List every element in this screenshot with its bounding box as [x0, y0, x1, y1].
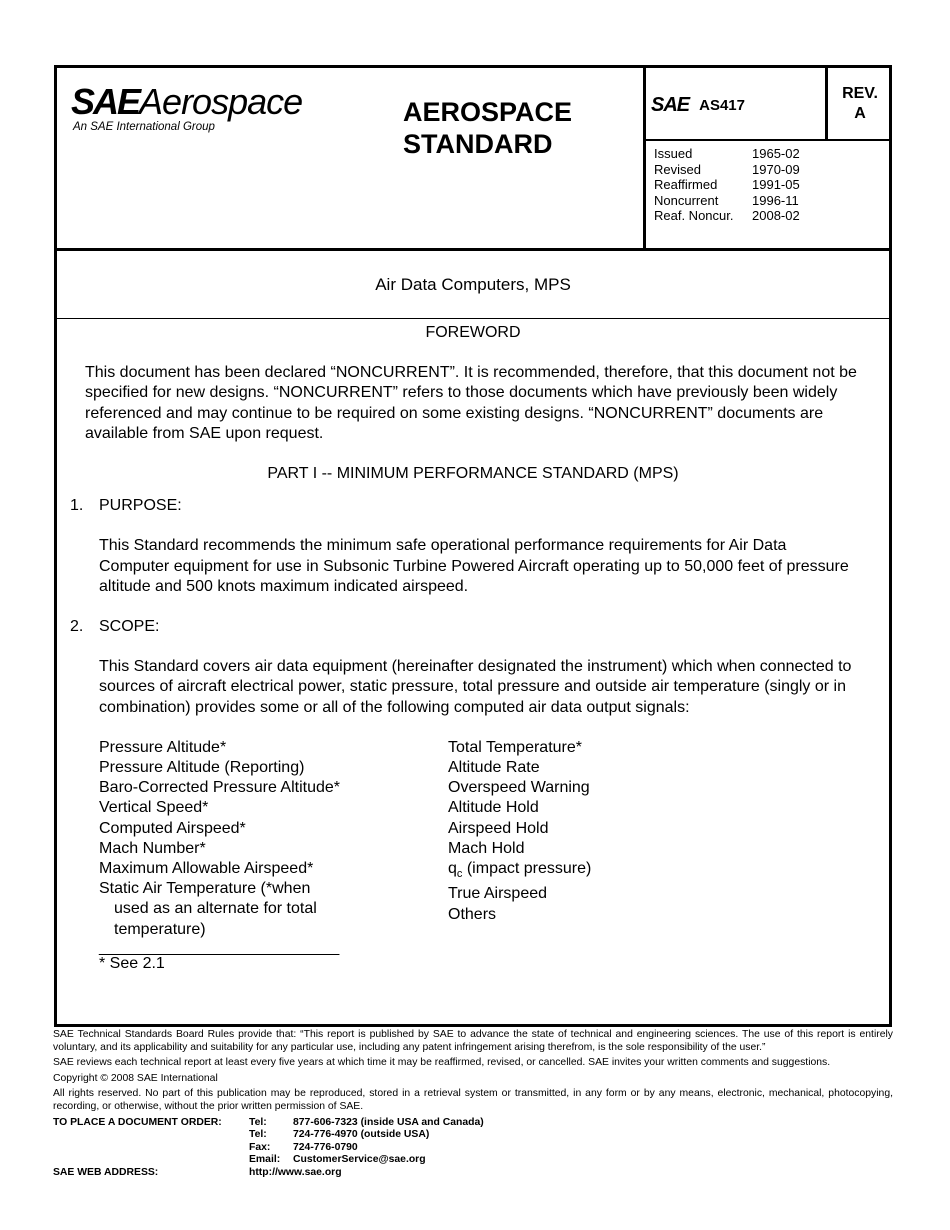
logo-sae: SAE	[71, 81, 140, 122]
section-text: This Standard recommends the minimum safe operational performance requirements for Air Data Computer equipment for use in Subsonic Turbine Powered Aircraft operating up to 50,000 feet of pressure altitude and 500 knots maximum indicated airspeed.	[99, 537, 849, 595]
footnote: * See 2.1	[99, 954, 165, 972]
footnote-rule: ___________________________	[99, 938, 340, 956]
contact-row	[53, 1117, 893, 1130]
list-item: Total Temperature*	[448, 738, 582, 756]
date-row	[654, 208, 800, 224]
date-value: 1965-02	[752, 146, 800, 161]
revision-value: A	[854, 105, 866, 122]
list-item: Altitude Rate	[448, 759, 540, 777]
document-title: Air Data Computers, MPS	[375, 275, 571, 294]
date-row	[654, 146, 800, 162]
list-item: used as an alternate for total	[114, 900, 317, 918]
signals-column-left	[99, 738, 448, 940]
standard-line-2: STANDARD	[403, 129, 553, 159]
date-value: 1970-09	[752, 161, 800, 177]
date-label: Revised	[654, 161, 701, 177]
document-frame	[54, 65, 892, 1027]
sae-aerospace-logo	[71, 81, 303, 133]
list-item: Airspeed Hold	[448, 819, 549, 837]
date-row	[654, 177, 800, 193]
date-label: Reaffirmed	[654, 177, 718, 192]
section-title: PURPOSE:	[99, 497, 182, 515]
contact-type: Tel:	[249, 1129, 267, 1141]
contact-value: 724-776-0790	[293, 1141, 358, 1153]
contact-value: 724-776-4970 (outside USA)	[293, 1129, 430, 1141]
section-number: 2.	[70, 618, 84, 636]
section-number: 1.	[70, 497, 84, 515]
web-label: SAE WEB ADDRESS:	[53, 1166, 159, 1178]
section-title: SCOPE:	[99, 618, 160, 636]
date-value: 2008-02	[752, 208, 800, 223]
contact-type: Fax:	[249, 1141, 271, 1153]
document-number-block	[651, 94, 745, 117]
signals-list	[99, 738, 889, 940]
divider	[643, 139, 889, 141]
contact-value: 877-606-7323 (inside USA and Canada)	[293, 1116, 484, 1128]
foreword-heading: FOREWORD	[425, 324, 521, 341]
list-item: Computed Airspeed*	[99, 819, 246, 837]
order-info	[53, 1117, 893, 1180]
logo-aerospace: Aerospace	[139, 81, 303, 122]
date-value: 1991-05	[752, 177, 800, 192]
list-item: Static Air Temperature (*when	[99, 880, 311, 898]
contact-type: Email:	[249, 1154, 281, 1166]
divider	[643, 68, 646, 248]
date-value: 1996-11	[752, 192, 799, 208]
section-text: This Standard covers air data equipment (hereinafter designated the instrument) which when connected to sources of aircraft electrical power, static pressure, total pressure and outside air temperature (singly or in combination) provides some or all of the following computed air data output signals:	[99, 658, 852, 716]
impact-subscript: c	[456, 868, 463, 881]
order-label: TO PLACE A DOCUMENT ORDER:	[53, 1116, 222, 1128]
contact-row	[53, 1154, 893, 1167]
list-item: Baro-Corrected Pressure Altitude*	[99, 779, 340, 797]
revision-label: REV.	[842, 85, 878, 102]
list-item: Pressure Altitude (Reporting)	[99, 759, 305, 777]
logo-subtitle: An SAE International Group	[73, 121, 215, 133]
standard-line-1: AEROSPACE	[403, 97, 573, 127]
page-footer	[53, 1029, 893, 1180]
list-item: True Airspeed	[448, 885, 548, 903]
list-item: Maximum Allowable Airspeed*	[99, 860, 314, 878]
sae-mini-logo: SAE	[651, 94, 690, 116]
section-heading	[70, 617, 889, 637]
contact-type: Tel:	[249, 1116, 267, 1128]
contact-row	[53, 1142, 893, 1155]
list-item: Others	[448, 905, 497, 923]
web-address-link[interactable]: http://www.sae.org	[249, 1166, 342, 1178]
list-item: Vertical Speed*	[99, 799, 209, 817]
list-item: Pressure Altitude*	[99, 738, 227, 756]
date-label: Issued	[654, 146, 693, 161]
revision-block	[828, 84, 892, 124]
impact-symbol: q	[448, 860, 457, 878]
list-item: Mach Number*	[99, 839, 206, 857]
list-item-impact-pressure	[448, 859, 591, 884]
contact-value[interactable]: CustomerService@sae.org	[293, 1154, 426, 1166]
signals-column-right	[448, 738, 591, 940]
list-item: Mach Hold	[448, 839, 525, 857]
date-label: Reaf. Noncur.	[654, 208, 734, 223]
section-heading	[70, 496, 889, 516]
divider	[57, 318, 889, 319]
footer-rights: All rights reserved. No part of this publication may be reproduced, stored in a retrieval system or transmitted, in any form or by any means, electronic, mechanical, photocopying, recording, or otherwise, without the prior written permission of SAE.	[53, 1088, 893, 1112]
list-item: Overspeed Warning	[448, 779, 590, 797]
date-row	[654, 162, 800, 178]
standard-type	[403, 96, 572, 160]
document-body	[57, 323, 889, 974]
divider	[57, 248, 889, 251]
impact-label: (impact pressure)	[462, 860, 592, 878]
document-number: AS417	[699, 97, 745, 114]
web-row	[53, 1167, 893, 1180]
contact-row	[53, 1129, 893, 1142]
date-row	[654, 193, 800, 209]
list-item: Altitude Hold	[448, 799, 539, 817]
part-heading: PART I -- MINIMUM PERFORMANCE STANDARD (MPS)	[267, 465, 679, 483]
footer-rules: SAE Technical Standards Board Rules provide that: “This report is published by SAE to advance the state of technical and engineering sciences. The use of this report is entirely voluntary, and its applicability and suitability for any particular use, including any patent infringement arising therefrom, is the sole responsibility of the user.”	[53, 1029, 893, 1053]
footer-review: SAE reviews each technical report at least every five years at which time it may be reaffirmed, revised, or cancelled. SAE invites your written comments and suggestions.	[53, 1057, 831, 1069]
list-item: temperature)	[114, 920, 206, 938]
foreword-text: This document has been declared “NONCURRENT”. It is recommended, therefore, that this document not be specified for new designs. “NONCURRENT” refers to those documents which have previously been widely referenced and may continue to be required on some existing designs. “NONCURRENT” documents are available from SAE upon request.	[85, 364, 857, 442]
footer-copyright: Copyright © 2008 SAE International	[53, 1072, 218, 1084]
date-label: Noncurrent	[654, 192, 719, 208]
date-history	[654, 146, 800, 224]
